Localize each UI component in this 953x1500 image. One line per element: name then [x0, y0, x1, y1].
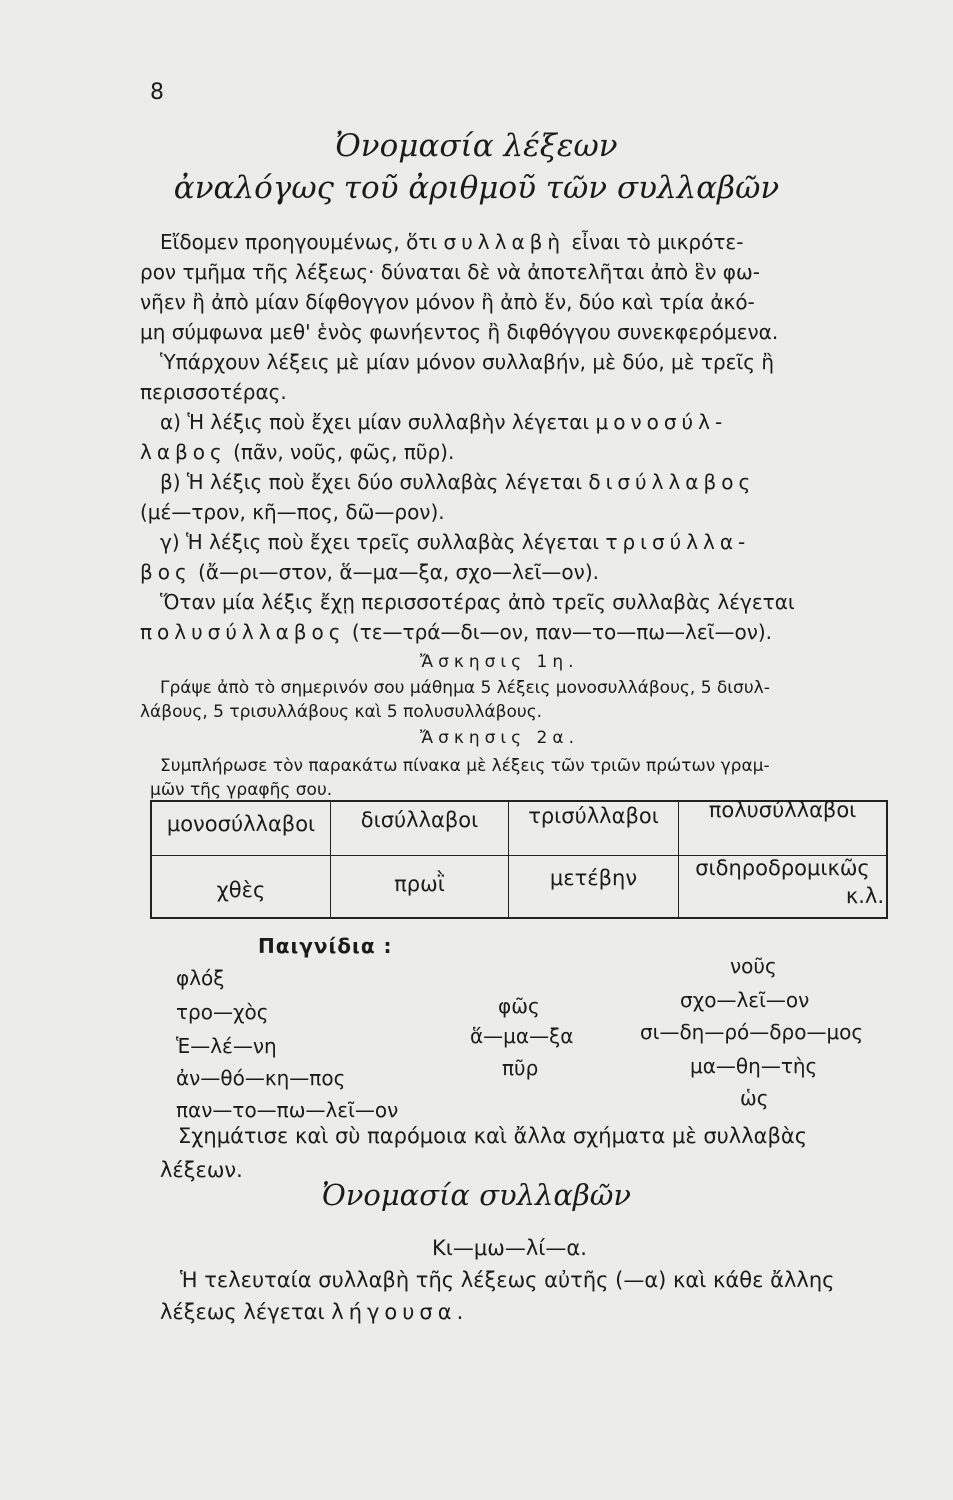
para2-line1: Ὑπάρχουν λέξεις μὲ μίαν μόνον συλλαβήν, μὲ δύο, μὲ τρεῖς ἢ: [160, 350, 775, 374]
closing-line1: Σχημάτισε καὶ σὺ παρόμοια καὶ ἄλλα σχήματα μὲ συλλαβὰς: [178, 1124, 808, 1148]
game-word: Ἑ—λέ—νη: [176, 1034, 277, 1058]
gamma-line1: [160, 532, 910, 552]
exercise1-line1: Γράψε ἀπὸ τὸ σημερινόν σου μάθημα 5 λέξεις μονοσυλλάβους, 5 δισυλ-: [160, 678, 770, 698]
emphasis-term: τρισύλλα-: [605, 530, 751, 554]
game-word: πῦρ: [502, 1056, 539, 1080]
page-subtitle: ἀναλόγως τοῦ ἀριθμοῦ τῶν συλλαβῶν: [173, 170, 780, 206]
table-header-cell: πολυσύλλαβοι: [708, 798, 857, 822]
emphasis-term: μονοσύλ-: [595, 410, 728, 434]
page-title: Ὀνομασία λέξεων: [335, 128, 618, 164]
exercise1-title: Ἄσκησις 1η.: [420, 652, 579, 672]
games-label: Παιγνίδια :: [258, 934, 393, 958]
exercise1-line2: λάβους, 5 τρισυλλάβους καὶ 5 πολυσυλλάβους.: [140, 702, 543, 722]
table-cell-extra: κ.λ.: [845, 884, 884, 908]
para1-line2: ρον τμῆμα τῆς λέξεως· δύναται δὲ νὰ ἀποτελῆται ἀπὸ ἓν φω-: [140, 260, 760, 284]
table-cell: πρωῒ: [394, 872, 445, 896]
emphasis-term: βος: [140, 560, 192, 584]
game-word: νοῦς: [730, 954, 777, 978]
table-header-cell: τρισύλλαβοι: [528, 804, 659, 828]
text: (πᾶν, νοῦς, φῶς, πῦρ).: [226, 440, 455, 464]
text: α) Ἡ λέξις ποὺ ἔχει μίαν συλλαβὴν λέγεται: [160, 410, 596, 434]
game-word: σι—δη—ρό—δρο—μος: [640, 1020, 864, 1044]
table-bottom-border: [150, 917, 888, 919]
table-right-border: [886, 800, 888, 919]
section-line2: [160, 1302, 910, 1323]
beta-line1: [160, 472, 910, 492]
poly-line1: Ὅταν μία λέξις ἔχῃ περισσοτέρας ἀπὸ τρεῖς συλλαβὰς λέγεται: [160, 590, 795, 614]
text: β) Ἡ λέξις ποὺ ἔχει δύο συλλαβὰς λέγεται: [160, 470, 589, 494]
game-word: παν—το—πω—λεῖ—ον: [176, 1098, 399, 1122]
text: (τε—τρά—δι—ον, παν—το—πω—λεῖ—ον).: [345, 620, 773, 644]
game-word: φλόξ: [176, 966, 225, 990]
alpha-line1: [160, 412, 910, 432]
game-word: φῶς: [498, 994, 540, 1018]
emphasis-term: δισύλλαβος: [588, 470, 756, 494]
game-word: ἅ—μα—ξα: [470, 1024, 574, 1048]
text: (ἄ—ρι—στον, ἅ—μα—ξα, σχο—λεῖ—ον).: [191, 560, 599, 584]
table-cell: χθὲς: [216, 878, 266, 902]
poly-line2: [140, 622, 890, 642]
para1-line3: νῆεν ἢ ἀπὸ μίαν δίφθογγον μόνον ἢ ἀπὸ ἕν, δύο καὶ τρία ἀκό-: [140, 290, 755, 314]
game-word: ὡς: [740, 1086, 769, 1110]
text: γ) Ἡ λέξις ποὺ ἔχει τρεῖς συλλαβὰς λέγεται: [160, 530, 606, 554]
exercise2-line1: Συμπλήρωσε τὸν παρακάτω πίνακα μὲ λέξεις τῶν τριῶν πρώτων γραμ-: [160, 756, 770, 776]
emphasis-term: λήγουσα: [331, 1300, 457, 1324]
text: .: [456, 1300, 464, 1324]
table-cell: σιδηροδρομικῶς: [695, 856, 870, 880]
game-word: ἀν—θό—κη—πος: [176, 1066, 346, 1090]
gamma-line2: [140, 562, 890, 582]
game-word: μα—θη—τὴς: [690, 1054, 818, 1078]
alpha-line2: [140, 442, 890, 462]
para1-line4: μη σύμφωνα μεθ' ἑνὸς φωνήεντος ἢ διφθόγγου συνεκφερόμενα.: [140, 320, 779, 344]
closing-line2: λέξεων.: [160, 1158, 243, 1182]
game-word: σχο—λεῖ—ον: [680, 988, 810, 1012]
beta-line2: (μέ—τρον, κῆ—πος, δῶ—ρον).: [140, 500, 445, 524]
exercise2-line2: μῶν τῆς γραφῆς σου.: [150, 780, 333, 800]
game-word: τρο—χὸς: [176, 1000, 269, 1024]
para2-line2: περισσοτέρας.: [140, 380, 287, 404]
section-title: Ὀνομασία συλλαβῶν: [321, 1178, 632, 1212]
emphasis-term: λαβος: [140, 440, 227, 464]
page-number: 8: [150, 80, 164, 105]
table-cell: μετέβην: [549, 866, 638, 890]
exercise2-title: Ἄσκησις 2α.: [420, 728, 579, 748]
section-example: Κι—μω—λί—α.: [432, 1236, 587, 1260]
table-header-cell: δισύλλαβοι: [360, 808, 479, 832]
table-header-cell: μονοσύλλαβοι: [166, 812, 316, 836]
emphasis-term: συλλαβὴ: [443, 230, 566, 254]
text: λέξεως λέγεται: [160, 1300, 332, 1324]
para1-line1: [160, 232, 910, 252]
text: εἶναι τὸ μικρότε-: [565, 230, 744, 254]
emphasis-term: πολυσύλλαβος: [140, 620, 346, 644]
text: Εἴδομεν προηγουμένως, ὅτι: [160, 230, 444, 254]
section-line1: Ἡ τελευταία συλλαβὴ τῆς λέξεως αὐτῆς (—α) καὶ κάθε ἄλλης: [180, 1268, 835, 1292]
